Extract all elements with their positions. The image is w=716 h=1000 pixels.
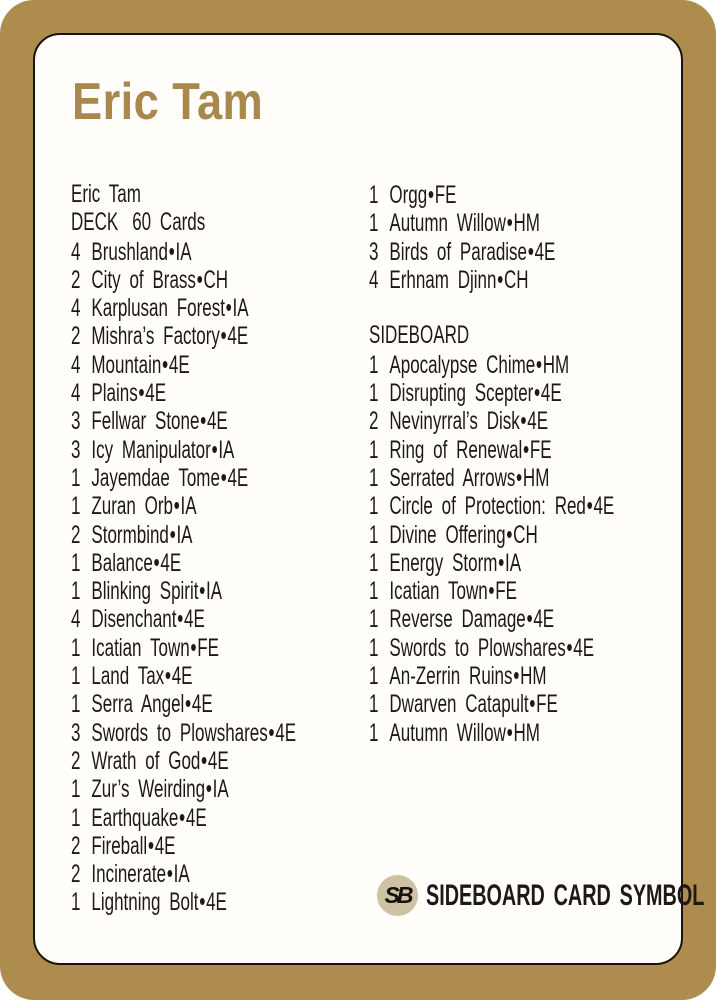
deck-entry [71,718,296,746]
entry-set-code: 4E [168,350,190,379]
entry-set-code: FE [536,690,558,719]
entry-separator: • [566,631,573,662]
deck-entry [71,633,296,661]
entry-name: Disenchant [91,605,177,634]
entry-name: Fellwar Stone [91,407,200,436]
entry-name: Reverse Damage [389,605,526,634]
entry-separator: • [147,829,155,860]
deck-column-left [71,180,296,916]
entry-set-code: 4E [573,633,595,662]
entry-name: Icy Manipulator [91,435,211,464]
entry-set-code: IA [175,237,192,266]
entry-separator: • [427,179,435,209]
entry-name: Birds of Paradise [389,237,528,266]
entry-separator: • [225,292,232,323]
entry-qty: 3 [369,237,379,266]
entry-set-code: 4E [145,379,167,408]
entry-separator: • [184,688,192,719]
deck-entry [369,180,614,208]
entry-qty: 2 [71,520,81,549]
entry-qty: 1 [369,718,379,747]
entry-qty: 3 [71,435,81,464]
entry-set-code: 4E [275,718,297,747]
sideboard-symbol-icon: SB [377,875,418,916]
entry-separator: • [162,348,169,379]
entry-set-code: 4E [171,662,193,691]
entry-set-code: CH [504,265,529,294]
deck-entry [369,208,614,236]
entry-set-code: IA [504,548,522,577]
entry-separator: • [169,518,176,549]
entry-set-code: HM [513,718,540,747]
deck-entry [71,859,296,887]
entry-name: An-Zerrin Ruins [389,662,513,691]
entry-name: Icatian Town [389,577,488,606]
entry-set-code: FE [529,435,552,464]
entry-set-code: FE [495,577,517,606]
deck-entry [369,265,614,293]
entry-separator: • [506,518,513,549]
entry-name: Wrath of God [91,746,201,775]
entry-name: Balance [91,548,153,577]
entry-set-code: CH [513,520,538,549]
entry-qty: 1 [71,463,81,492]
entry-qty: 1 [369,662,379,691]
entry-set-code: HM [522,463,550,492]
entry-set-code: IA [232,294,249,323]
deck-entry [71,463,296,491]
entry-set-code: 4E [527,407,549,436]
entry-set-code: IA [176,520,193,549]
entry-separator: • [205,773,212,804]
entry-qty: 1 [369,690,379,719]
deck-label: DECK [71,208,119,237]
entry-qty: 1 [369,435,379,464]
entry-separator: • [196,263,203,294]
entry-name: Zuran Orb [91,492,173,521]
deck-entry [369,718,614,746]
deck-column-right [369,180,614,746]
entry-qty: 1 [71,888,81,917]
deck-entry [71,520,296,548]
player-name-title: Eric Tam [72,73,264,131]
entry-qty: 1 [71,577,81,606]
deck-entry [71,746,296,774]
entry-name: City of Brass [91,265,196,294]
entry-set-code: CH [203,265,229,294]
entry-name: Blinking Spirit [91,577,199,606]
entry-separator: • [220,461,227,492]
entry-name: Incinerate [91,860,167,889]
entry-qty: 4 [369,265,379,294]
entry-separator: • [506,716,513,747]
entry-qty: 1 [71,548,81,577]
deck-entry [369,633,614,661]
entry-set-code: 4E [227,322,249,351]
blank-line [369,293,614,321]
entry-name: Erhnam Djinn [389,265,497,294]
entry-set-code: 4E [154,831,176,860]
entry-qty: 4 [71,350,81,379]
entry-separator: • [526,603,533,634]
entry-qty: 1 [369,492,379,521]
deck-header-line [71,208,296,236]
deck-entry [71,661,296,689]
entry-separator: • [220,320,227,351]
entry-set-code: IA [206,577,223,606]
entry-qty: 2 [71,322,81,351]
deck-entry [71,491,296,519]
entry-set-code: 4E [160,548,182,577]
entry-separator: • [534,377,541,408]
entry-set-code: HM [520,662,547,691]
deck-entry [71,435,296,463]
entry-set-code: IA [173,860,190,889]
entry-name: Energy Storm [389,548,498,577]
deck-entry [71,378,296,406]
deck-entry [71,237,296,265]
entry-qty: 1 [369,520,379,549]
entry-qty: 1 [369,605,379,634]
entry-set-code: 4E [185,803,207,832]
entry-separator: • [506,207,513,238]
entry-qty: 2 [71,831,81,860]
entry-name: Zur’s Weirding [91,775,206,804]
entry-set-code: FE [197,633,219,662]
deck-entry [369,576,614,604]
entry-name: Land Tax [91,662,165,691]
entry-name: Swords to Plowshares [389,633,566,662]
entry-qty: 2 [369,407,379,436]
entry-separator: • [211,433,218,464]
entry-separator: • [527,235,534,266]
entry-set-code: IA [212,775,229,804]
player-name-line [71,180,296,208]
deck-entry [71,774,296,802]
entry-separator: • [586,490,593,521]
entry-qty: 1 [71,633,81,662]
entry-set-code: HM [513,209,540,238]
deck-count: 60 Cards [132,208,206,237]
entry-name: Dwarven Catapult [389,690,529,719]
entry-separator: • [199,575,206,606]
deck-entry [369,491,614,519]
entry-qty: 1 [369,209,379,238]
entry-set-code: 4E [540,379,562,408]
entry-set-code: IA [180,492,197,521]
entry-separator: • [179,801,186,832]
entry-qty: 1 [369,463,379,492]
entry-separator: • [164,660,172,691]
entry-name: Jayemdae Tome [91,463,220,492]
entry-separator: • [535,348,543,379]
entry-qty: 3 [71,407,81,436]
entry-name: Fireball [91,831,148,860]
deck-entry [369,548,614,576]
deck-entry [369,689,614,717]
deck-entry [369,435,614,463]
entry-name: Apocalypse Chime [389,350,536,379]
entry-set-code: 4E [184,605,205,634]
entry-separator: • [166,858,173,889]
entry-name: Divine Offering [389,520,506,549]
entry-separator: • [522,433,530,464]
entry-name: Serra Angel [91,690,185,719]
deck-entry [369,350,614,378]
deck-entry [71,887,296,915]
entry-separator: • [199,886,206,917]
entry-name: Brushland [91,237,168,266]
entry-name: Nevinyrral’s Disk [389,407,520,436]
deck-entry [71,576,296,604]
entry-qty: 4 [71,379,81,408]
deck-entry [71,831,296,859]
entry-qty: 1 [369,350,379,379]
deck-entry [369,406,614,434]
entry-qty: 4 [71,237,81,266]
entry-separator: • [516,461,523,492]
entry-qty: 2 [71,746,81,775]
entry-qty: 1 [369,633,379,662]
entry-name: Circle of Protection: Red [389,492,586,521]
entry-name: Stormbind [91,520,169,549]
entry-name: Plains [91,379,138,408]
player-name-text: Eric Tam [71,180,141,208]
deck-entry [71,689,296,717]
deck-entry [369,520,614,548]
entry-name: Autumn Willow [389,209,506,238]
deck-entry [71,604,296,632]
sideboard-legend-label: SIDEBOARD CARD SYMBOL [426,878,705,912]
entry-separator: • [190,631,197,662]
entry-set-code: HM [542,350,570,379]
deck-entry [71,803,296,831]
deck-entry [369,463,614,491]
entry-separator: • [138,377,145,408]
entry-separator: • [173,490,180,521]
entry-name: Lightning Bolt [91,888,199,917]
sideboard-header [369,321,614,349]
entry-set-code: 4E [191,690,213,719]
entry-name: Icatian Town [91,633,190,662]
entry-set-code: FE [434,181,457,209]
entry-name: Orgg [389,181,428,209]
entry-separator: • [153,546,160,577]
entry-qty: 2 [71,265,81,294]
entry-separator: • [177,603,184,634]
deck-entry [71,265,296,293]
sideboard-header-text: SIDEBOARD [369,321,470,350]
deck-entry [71,548,296,576]
entry-set-code: 4E [534,237,556,266]
entry-separator: • [498,546,505,577]
entry-separator: • [201,744,208,775]
entry-qty: 1 [369,577,379,606]
entry-qty: 1 [71,662,81,691]
deck-entry [369,237,614,265]
entry-qty: 1 [369,548,379,577]
entry-name: Disrupting Scepter [389,379,534,408]
deck-entry [369,661,614,689]
entry-set-code: 4E [207,746,229,775]
entry-set-code: 4E [206,888,227,917]
entry-set-code: IA [218,435,235,464]
entry-qty: 4 [71,294,81,323]
entry-qty: 2 [71,860,81,889]
entry-name: Earthquake [91,803,179,832]
entry-set-code: 4E [227,463,249,492]
entry-qty: 1 [369,181,379,209]
entry-separator: • [200,405,207,436]
entry-qty: 4 [71,605,81,634]
sideboard-legend [377,875,716,916]
entry-separator: • [488,575,495,606]
entry-separator: • [268,716,275,747]
entry-separator: • [529,688,536,719]
entry-qty: 1 [71,690,81,719]
entry-name: Ring of Renewal [389,435,523,464]
entry-qty: 1 [71,492,81,521]
entry-set-code: 4E [593,492,615,521]
entry-name: Mountain [91,350,162,379]
entry-name: Autumn Willow [389,718,506,747]
deck-entry [71,406,296,434]
entry-set-code: 4E [533,605,555,634]
deck-entry [369,604,614,632]
deck-entry [71,350,296,378]
entry-separator: • [513,660,520,691]
entry-name: Swords to Plowshares [91,718,268,747]
deck-entry [71,321,296,349]
entry-qty: 1 [71,775,81,804]
entry-qty: 1 [369,379,379,408]
entry-name: Karplusan Forest [91,294,225,323]
entry-qty: 1 [71,803,81,832]
entry-separator: • [520,405,527,436]
deck-entry [369,378,614,406]
entry-name: Serrated Arrows [389,463,516,492]
entry-separator: • [168,235,175,266]
entry-set-code: 4E [206,407,228,436]
deck-entry [71,293,296,321]
entry-name: Mishra’s Factory [91,322,220,351]
entry-qty: 3 [71,718,81,747]
entry-separator: • [497,263,504,294]
